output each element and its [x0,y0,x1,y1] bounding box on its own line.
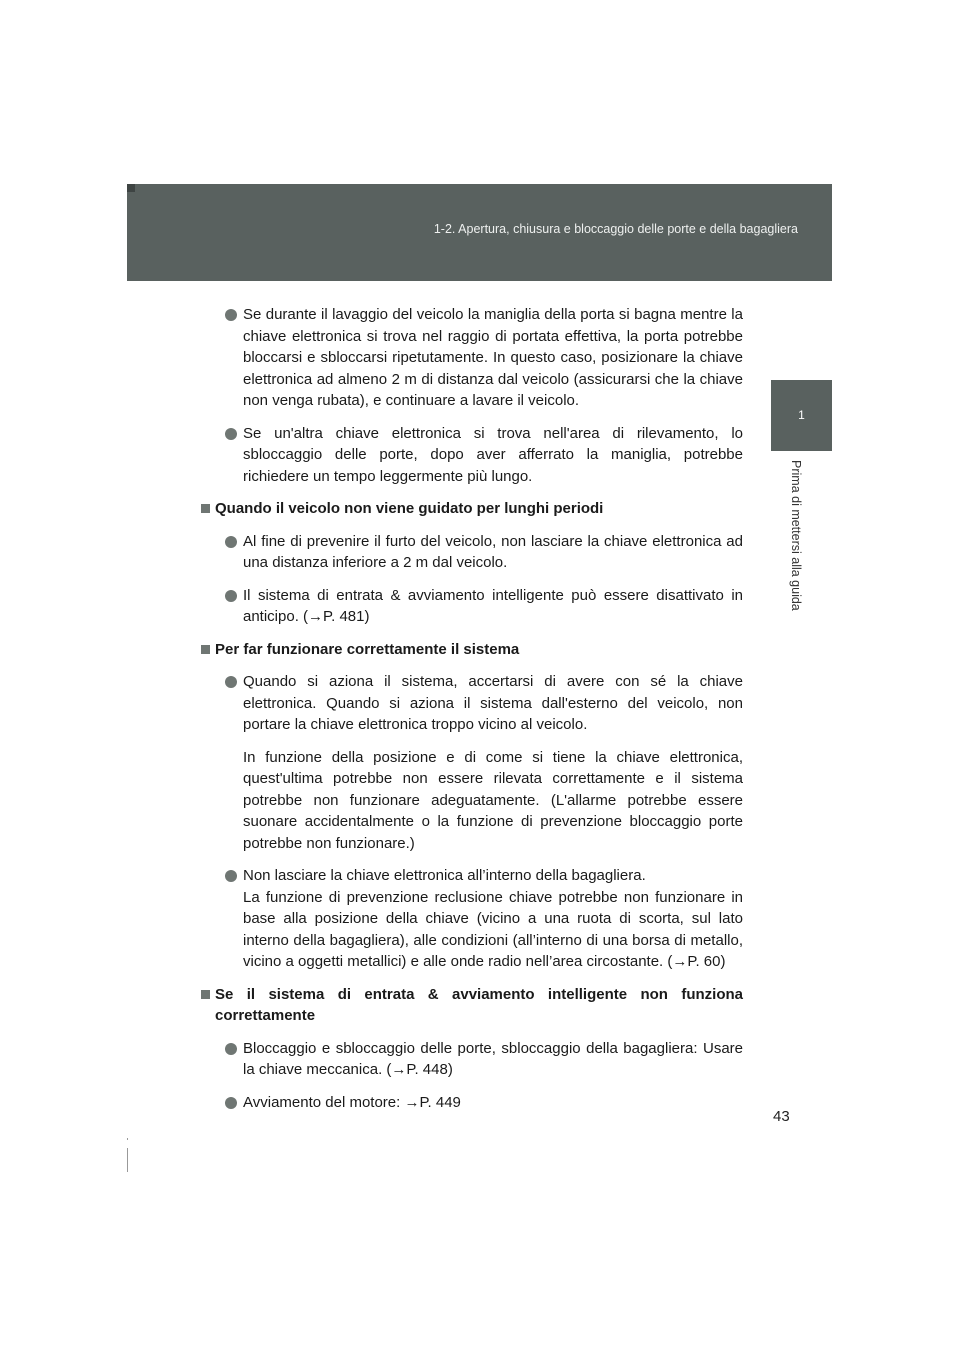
chapter-number: 1 [798,408,805,422]
bullet-text: Se durante il lavaggio del veicolo la maniglia della porta si bagna mentre la chiave elettronica si trova nel raggio di portata effettiva, la porta potrebbe bloccarsi e sbloccarsi ripetutamente. In questo caso, posizionare la chiave elettronica ad almeno 2 m di distanza dal veicolo (assicurarsi che la chiave non venga rubata), e continuare a lavare il veicolo. [243,306,743,409]
crop-mark [127,1148,128,1172]
bullet-text: Se un'altra chiave elettronica si trova nell'area di rilevamento, lo sbloccaggio delle porte, dopo aver afferrato la maniglia, potrebbe richiedere un tempo leggermente più lungo. [243,424,743,485]
square-marker-icon [201,990,210,999]
bullet-text: Quando si aziona il sistema, accertarsi di avere con sé la chiave elettronica. Quando si aziona il sistema dall'esterno del veicolo, non portare la chiave elettronica troppo vicino al veicolo. [243,673,743,733]
chapter-title-vertical: Prima di mettersi alla guida [789,460,803,611]
bullet-item [215,585,743,628]
header-band [127,184,832,281]
bullet-item [215,671,743,854]
bullet-dot-icon [225,1097,237,1109]
bullet-text: Avviamento del motore: →P. 449 [243,1093,461,1111]
bullet-dot-icon [225,536,237,548]
bullet-item [215,531,743,574]
bullet-text: Il sistema di entrata & avviamento intelligente può essere disattivato in anticipo. (→P. 481) [243,586,743,625]
section-heading [201,639,743,661]
bullet-dot-icon [225,309,237,321]
section-heading [201,498,743,520]
bullet-dot-icon [225,870,237,882]
bullet-text: Al fine di prevenire il furto del veicolo, non lasciare la chiave elettronica ad una distanza inferiore a 2 m dal veicolo. [243,532,743,571]
bullet-item [215,1092,743,1114]
bullet-item [215,865,743,973]
bullet-item [215,423,743,488]
bullet-text-continued: In funzione della posizione e di come si tiene la chiave elettronica, quest'ultima potrebbe non essere rilevata correttamente e il sistema potrebbe non funzionare adeguatamente. (L'allarme potrebbe essere suonare accidentalmente o la funzione di prevenzione bloccaggio porte potrebbe non funzionare.) [243,748,743,852]
bullet-dot-icon [225,428,237,440]
section-heading-text: Per far funzionare correttamente il sistema [215,640,520,658]
section-header-title: 1-2. Apertura, chiusura e bloccaggio delle porte e della bagagliera [433,222,798,236]
crop-mark [127,1138,128,1140]
bullet-text: Non lasciare la chiave elettronica all’interno della bagagliera. [243,867,646,884]
bullet-item [215,1038,743,1081]
page-content [215,304,743,1124]
chapter-tab [771,380,832,451]
bullet-text: Bloccaggio e sbloccaggio delle porte, sbloccaggio della bagagliera: Usare la chiave meccanica. (→P. 448) [243,1039,743,1078]
bullet-dot-icon [225,676,237,688]
bullet-dot-icon [225,1043,237,1055]
corner-mark [127,184,135,192]
section-heading-text: Quando il veicolo non viene guidato per lunghi periodi [215,500,604,517]
square-marker-icon [201,645,210,654]
bullet-item [215,304,743,412]
bullet-text-continued: La funzione di prevenzione reclusione chiave potrebbe non funzionare in base alla posizione della chiave (vicino a una ruota di scorta, sul lato interno della bagagliera), alle condizioni (all’interno di una borsa di metallo, vicino a oggetti metallici) e alle onde radio nell’area circostante. (→P. 60) [243,888,743,970]
page-number: 43 [773,1108,790,1125]
square-marker-icon [201,504,210,513]
section-heading-text: Se il sistema di entrata & avviamento intelligente non funziona correttamente [215,985,743,1024]
section-heading [201,984,743,1027]
bullet-dot-icon [225,590,237,602]
